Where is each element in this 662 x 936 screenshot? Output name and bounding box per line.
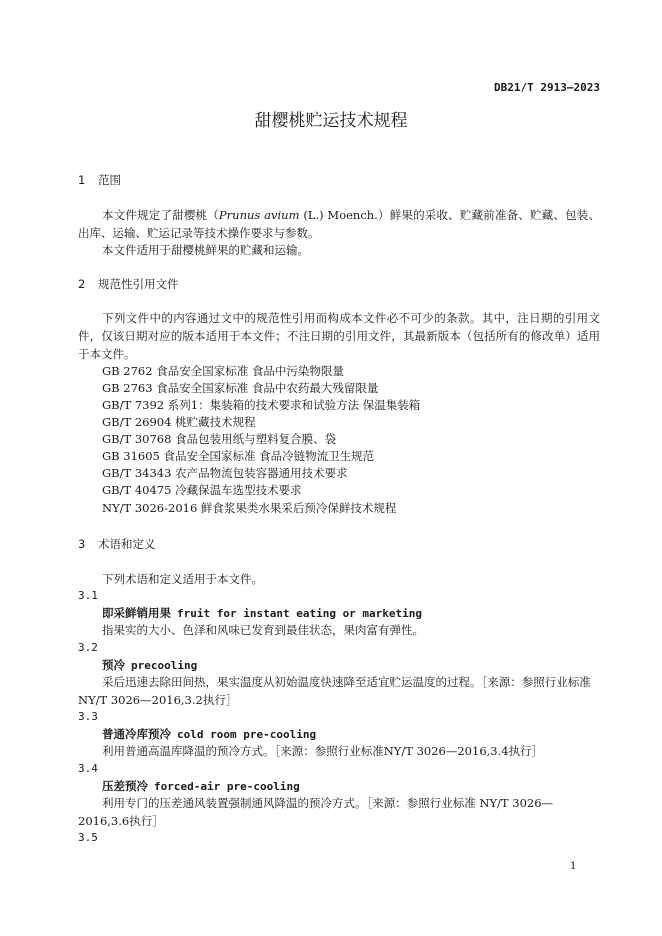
references-intro: 下列文件中的内容通过文中的规范性引用而构成本文件必不可少的条款。其中，注日期的引用文件，仅该日期对应的版本适用于本文件；不注日期的引用文件，其最新版本（包括所有的修改单）适用于本文件。 xyxy=(78,311,600,361)
reference-item: GB/T 7392 系列1：集装箱的技术要求和试验方法 保温集装箱 xyxy=(102,398,421,412)
term-definition: 指果实的大小、色泽和风味已发育到最佳状态，果肉富有弹性。 xyxy=(102,623,424,637)
term-en: cold room pre-cooling xyxy=(177,728,317,741)
reference-item: GB 31605 食品安全国家标准 食品冷链物流卫生规范 xyxy=(102,449,375,463)
latin-name: Prunus avium xyxy=(218,208,300,222)
section-heading-normative-references xyxy=(78,275,179,293)
terms-intro: 下列术语和定义适用于本文件。 xyxy=(102,572,263,586)
scope-text-b: (L.) Moench.）鲜果的采收、贮藏前准备、贮藏、包装、出库、运输、贮运记录等技术操作要求与参数。 xyxy=(78,208,600,240)
page-number: 1 xyxy=(570,861,577,872)
section-title: 规范性引用文件 xyxy=(98,277,179,291)
reference-item: NY/T 3026-2016 鲜食浆果类水果采后预冷保鲜技术规程 xyxy=(102,501,397,515)
scope-paragraph-1 xyxy=(78,206,600,242)
document-number: DB21/T 2913—2023 xyxy=(494,81,600,94)
term-cn: 即采鲜销用果 xyxy=(102,606,171,620)
reference-item: GB/T 34343 农产品物流包装容器通用技术要求 xyxy=(102,466,348,480)
term-en: fruit for instant eating or marketing xyxy=(177,607,423,620)
term-definition: 利用专门的压差通风装置强制通风降温的预冷方式。［来源：参照行业标准 NY/T 3026—2016,3.6执行］ xyxy=(78,796,554,828)
section-number: 1 xyxy=(78,173,86,187)
reference-item: GB 2762 食品安全国家标准 食品中污染物限量 xyxy=(102,364,344,378)
section-number: 2 xyxy=(78,277,86,291)
term-cn: 预冷 xyxy=(102,658,125,672)
section-number: 3 xyxy=(78,537,86,551)
term-number: 3.3 xyxy=(78,710,98,723)
term-cn: 压差预冷 xyxy=(102,779,148,793)
reference-item: GB/T 40475 冷藏保温车选型技术要求 xyxy=(102,483,302,497)
term-number: 3.4 xyxy=(78,762,98,775)
term-number: 3.1 xyxy=(78,589,98,602)
term-definition: 利用普通高温库降温的预冷方式。［来源：参照行业标准NY/T 3026—2016,3.4执行］ xyxy=(102,744,544,758)
reference-item: GB 2763 食品安全国家标准 食品中农药最大残留限量 xyxy=(102,381,379,395)
term-en: forced-air pre-cooling xyxy=(154,780,300,793)
term-number: 3.5 xyxy=(78,831,98,844)
reference-item: GB/T 30768 食品包装用纸与塑料复合膜、袋 xyxy=(102,432,337,446)
term-en: precooling xyxy=(131,659,198,672)
section-title: 术语和定义 xyxy=(98,537,156,551)
reference-item: GB/T 26904 桃贮藏技术规程 xyxy=(102,415,256,429)
scope-paragraph-2: 本文件适用于甜樱桃鲜果的贮藏和运输。 xyxy=(102,243,309,257)
section-heading-terms xyxy=(78,535,156,553)
term-cn: 普通冷库预冷 xyxy=(102,727,171,741)
term-number: 3.2 xyxy=(78,641,98,654)
document-title: 甜樱桃贮运技术规程 xyxy=(254,111,408,131)
section-title: 范围 xyxy=(98,173,121,187)
scope-text-a: 本文件规定了甜樱桃（ xyxy=(102,208,219,222)
section-heading-scope xyxy=(78,171,121,189)
term-definition: 采后迅速去除田间热，果实温度从初始温度快速降至适宜贮运温度的过程。［来源：参照行业标准NY/T 3026—2016,3.2执行］ xyxy=(78,675,591,707)
